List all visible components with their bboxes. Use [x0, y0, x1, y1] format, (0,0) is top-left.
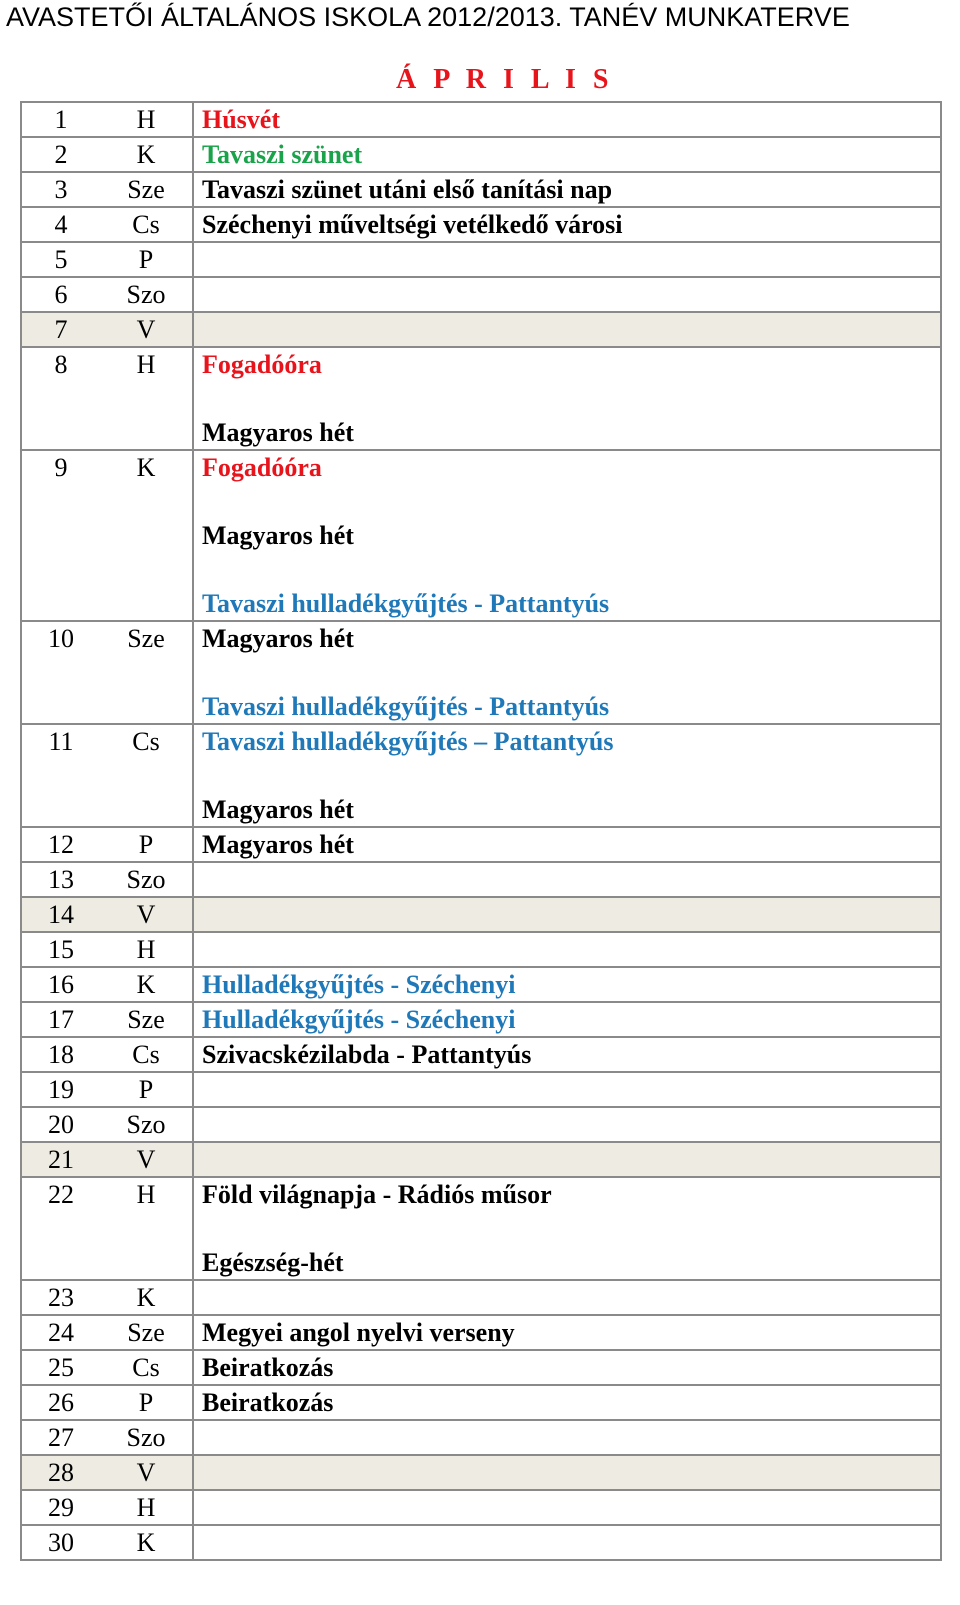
event-cell	[193, 724, 941, 827]
day-number: 7	[21, 312, 100, 347]
calendar-row	[21, 1177, 941, 1280]
event-cell	[193, 1385, 941, 1420]
calendar-row	[21, 1385, 941, 1420]
day-number: 20	[21, 1107, 100, 1142]
weekday: Szo	[100, 862, 193, 897]
event-cell	[193, 827, 941, 862]
month-title: Á P R I L I S	[396, 64, 614, 95]
calendar-row	[21, 897, 941, 932]
event-text: Egészség-hét	[202, 1248, 344, 1277]
day-number: 14	[21, 897, 100, 932]
calendar-row	[21, 724, 941, 827]
day-number: 24	[21, 1315, 100, 1350]
day-number: 13	[21, 862, 100, 897]
event-cell	[193, 242, 941, 277]
event-cell	[193, 137, 941, 172]
calendar-body	[21, 102, 941, 1560]
calendar-row	[21, 1037, 941, 1072]
weekday: Szo	[100, 1107, 193, 1142]
weekday: V	[100, 1142, 193, 1177]
weekday: Cs	[100, 1350, 193, 1385]
event-cell	[193, 1072, 941, 1107]
event-text: Húsvét	[202, 105, 280, 134]
day-number: 3	[21, 172, 100, 207]
calendar-row	[21, 967, 941, 1002]
calendar-row	[21, 1315, 941, 1350]
weekday: H	[100, 102, 193, 137]
day-number: 15	[21, 932, 100, 967]
calendar-table	[20, 101, 942, 1561]
weekday: Sze	[100, 1315, 193, 1350]
event-text: Széchenyi műveltségi vetélkedő városi	[202, 210, 623, 239]
weekday: P	[100, 1385, 193, 1420]
calendar-row	[21, 172, 941, 207]
event-cell	[193, 1490, 941, 1525]
weekday: V	[100, 312, 193, 347]
calendar-row	[21, 1280, 941, 1315]
weekday: H	[100, 932, 193, 967]
event-cell	[193, 1350, 941, 1385]
day-number: 8	[21, 347, 100, 450]
weekday: P	[100, 1072, 193, 1107]
event-cell	[193, 1280, 941, 1315]
day-number: 16	[21, 967, 100, 1002]
event-text: Tavaszi szünet	[202, 140, 363, 169]
day-number: 27	[21, 1420, 100, 1455]
event-cell	[193, 347, 941, 450]
calendar-row	[21, 277, 941, 312]
event-text: Föld világnapja - Rádiós műsor	[202, 1180, 552, 1209]
event-cell	[193, 1177, 941, 1280]
event-cell	[193, 1315, 941, 1350]
event-text: Tavaszi hulladékgyűjtés – Pattantyús	[202, 727, 614, 756]
day-number: 10	[21, 621, 100, 724]
weekday: K	[100, 1525, 193, 1560]
weekday: H	[100, 347, 193, 450]
event-cell	[193, 450, 941, 621]
event-cell	[193, 621, 941, 724]
day-number: 29	[21, 1490, 100, 1525]
calendar-row	[21, 312, 941, 347]
event-cell	[193, 172, 941, 207]
event-text: Fogadóóra	[202, 453, 322, 482]
day-number: 19	[21, 1072, 100, 1107]
event-text: Magyaros hét	[202, 418, 354, 447]
weekday: H	[100, 1177, 193, 1280]
calendar-row	[21, 1072, 941, 1107]
weekday: Szo	[100, 277, 193, 312]
event-cell	[193, 1002, 941, 1037]
weekday: K	[100, 450, 193, 621]
calendar-row	[21, 1002, 941, 1037]
day-number: 23	[21, 1280, 100, 1315]
weekday: H	[100, 1490, 193, 1525]
event-text: Fogadóóra	[202, 350, 322, 379]
calendar-row	[21, 1107, 941, 1142]
day-number: 12	[21, 827, 100, 862]
calendar-row	[21, 1525, 941, 1560]
day-number: 30	[21, 1525, 100, 1560]
calendar-row	[21, 1455, 941, 1490]
day-number: 18	[21, 1037, 100, 1072]
weekday: V	[100, 897, 193, 932]
event-text: Magyaros hét	[202, 521, 354, 550]
weekday: Sze	[100, 172, 193, 207]
event-text: Tavaszi hulladékgyűjtés - Pattantyús	[202, 589, 610, 618]
day-number: 11	[21, 724, 100, 827]
day-number: 25	[21, 1350, 100, 1385]
event-cell	[193, 1455, 941, 1490]
event-cell	[193, 932, 941, 967]
day-number: 5	[21, 242, 100, 277]
weekday: K	[100, 137, 193, 172]
calendar-row	[21, 932, 941, 967]
event-text: Szivacskézilabda - Pattantyús	[202, 1040, 532, 1069]
event-cell	[193, 1525, 941, 1560]
event-cell	[193, 862, 941, 897]
event-text: Tavaszi szünet utáni első tanítási nap	[202, 175, 613, 204]
weekday: K	[100, 967, 193, 1002]
event-text: Magyaros hét	[202, 830, 354, 859]
day-number: 21	[21, 1142, 100, 1177]
weekday: Sze	[100, 1002, 193, 1037]
event-text: Magyaros hét	[202, 795, 354, 824]
weekday: Sze	[100, 621, 193, 724]
calendar-row	[21, 242, 941, 277]
event-text: Tavaszi hulladékgyűjtés - Pattantyús	[202, 692, 610, 721]
calendar-row	[21, 621, 941, 724]
event-text: Beiratkozás	[202, 1353, 334, 1382]
calendar-row	[21, 102, 941, 137]
weekday: Cs	[100, 724, 193, 827]
calendar-row	[21, 1142, 941, 1177]
event-text: Hulladékgyűjtés - Széchenyi	[202, 1005, 516, 1034]
event-text: Megyei angol nyelvi verseny	[202, 1318, 515, 1347]
event-cell	[193, 1037, 941, 1072]
event-cell	[193, 102, 941, 137]
event-text: Beiratkozás	[202, 1388, 334, 1417]
event-cell	[193, 207, 941, 242]
weekday: V	[100, 1455, 193, 1490]
day-number: 28	[21, 1455, 100, 1490]
event-cell	[193, 967, 941, 1002]
day-number: 17	[21, 1002, 100, 1037]
day-number: 9	[21, 450, 100, 621]
event-cell	[193, 1107, 941, 1142]
calendar-row	[21, 1350, 941, 1385]
calendar-row	[21, 207, 941, 242]
event-cell	[193, 897, 941, 932]
weekday: Cs	[100, 207, 193, 242]
weekday: K	[100, 1280, 193, 1315]
day-number: 2	[21, 137, 100, 172]
calendar-row	[21, 137, 941, 172]
calendar-row	[21, 347, 941, 450]
event-cell	[193, 312, 941, 347]
document-header: AVASTETŐI ÁLTALÁNOS ISKOLA 2012/2013. TANÉV MUNKATERVE	[6, 2, 850, 32]
event-text: Hulladékgyűjtés - Széchenyi	[202, 970, 516, 999]
day-number: 6	[21, 277, 100, 312]
calendar-row	[21, 862, 941, 897]
day-number: 22	[21, 1177, 100, 1280]
day-number: 1	[21, 102, 100, 137]
event-cell	[193, 277, 941, 312]
calendar-row	[21, 827, 941, 862]
weekday: Szo	[100, 1420, 193, 1455]
weekday: Cs	[100, 1037, 193, 1072]
weekday: P	[100, 827, 193, 862]
calendar-row	[21, 1490, 941, 1525]
event-text: Magyaros hét	[202, 624, 354, 653]
calendar-row	[21, 1420, 941, 1455]
day-number: 4	[21, 207, 100, 242]
calendar-row	[21, 450, 941, 621]
event-cell	[193, 1420, 941, 1455]
weekday: P	[100, 242, 193, 277]
day-number: 26	[21, 1385, 100, 1420]
event-cell	[193, 1142, 941, 1177]
